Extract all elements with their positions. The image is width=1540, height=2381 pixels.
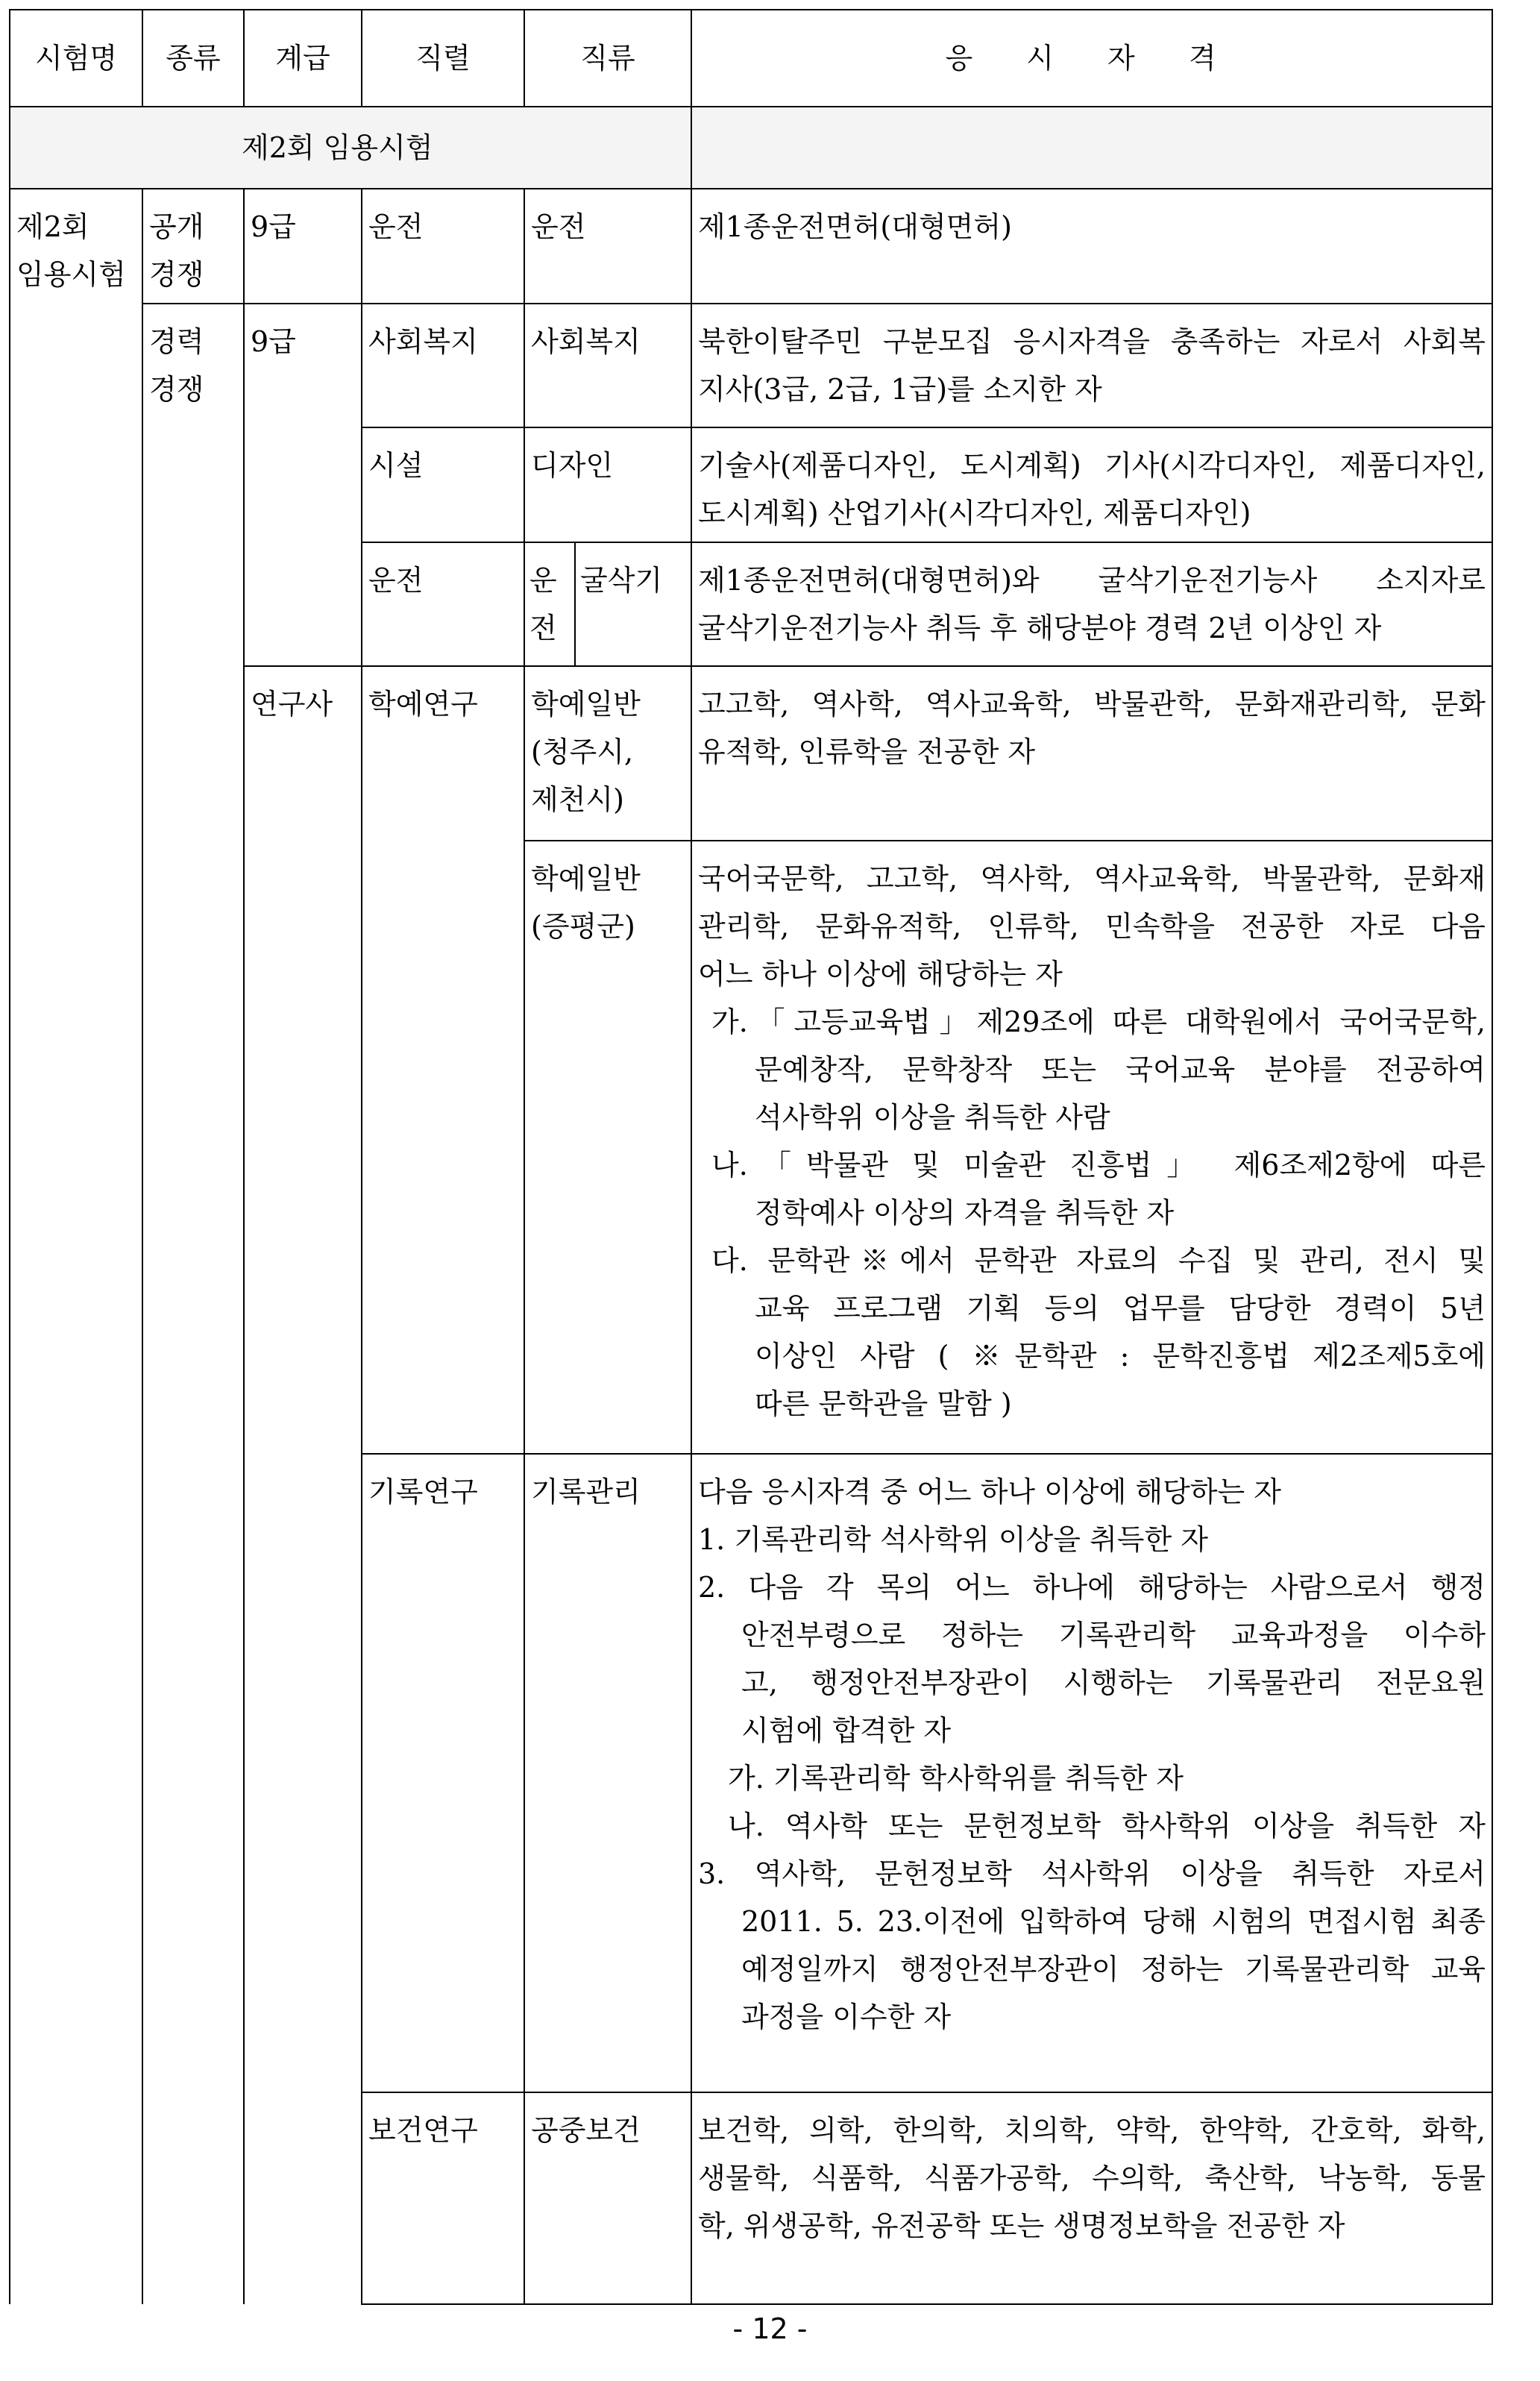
series-cell: 보건연구 bbox=[362, 2092, 524, 2304]
qualification-table bbox=[9, 9, 1493, 2305]
qual-item-2: 안전부령으로 정하는 기록관리학 교육과정을 이수하 bbox=[741, 1619, 1486, 1651]
qual-line: 유적학, 인류학을 전공한 자 bbox=[698, 735, 1036, 768]
qual-item-3: 3. 역사학, 문헌정보학 석사학위 이상을 취득한 자로서 bbox=[698, 1857, 1486, 1890]
qual-item-1: 1. 기록관리학 석사학위 이상을 취득한 자 bbox=[698, 1523, 1208, 1556]
exam-label-cell bbox=[10, 189, 142, 2304]
qual-item-2: 시험에 합격한 자 bbox=[741, 1714, 952, 1747]
section-row bbox=[10, 107, 1492, 189]
qual-line: 제1종운전면허(대형면허)와 굴삭기운전기능사 소지자로 bbox=[698, 564, 1486, 597]
grade-cell bbox=[244, 666, 362, 2304]
header-qualification: 응 시 자 격 bbox=[691, 10, 1492, 107]
grade-9-career: 9급 bbox=[251, 325, 296, 358]
qualification-cell bbox=[691, 1454, 1492, 2092]
qual-line: 생물학, 식품학, 식품가공학, 수의학, 축산학, 낙농학, 동물 bbox=[698, 2162, 1486, 2195]
qual-item-c: 따른 문학관을 말함 ) bbox=[755, 1387, 1012, 1420]
qual-item-2: 2. 다음 각 목의 어느 하나에 해당하는 사람으로서 행정 bbox=[698, 1571, 1486, 1604]
qual-line: 다음 응시자격 중 어느 하나 이상에 해당하는 자 bbox=[698, 1475, 1282, 1508]
grade-cell bbox=[244, 189, 362, 304]
page-number: - 12 - bbox=[732, 2312, 808, 2345]
category-a: 운 전 bbox=[525, 543, 575, 665]
qualification-cell bbox=[691, 427, 1492, 542]
qualification-cell bbox=[691, 841, 1492, 1454]
qual-item-3: 예정일까지 행정안전부장관이 정하는 기록물관리학 교육 bbox=[741, 1953, 1486, 1986]
header-exam-name: 시험명 bbox=[10, 10, 142, 107]
category-cell: 학예일반 (청주시, 제천시) bbox=[524, 666, 691, 841]
qual-item-c: 교육 프로그램 기획 등의 업무를 담당한 경력이 5년 bbox=[755, 1292, 1486, 1325]
qual-line: 어느 하나 이상에 해당하는 자 bbox=[698, 958, 1063, 991]
qualification-cell bbox=[691, 2092, 1492, 2304]
category-cell: 사회복지 bbox=[524, 304, 691, 427]
qual-item-c: 이상인 사람 ( ※문학관 : 문학진흥법 제2조제5호에 bbox=[755, 1340, 1486, 1373]
qualification-cell bbox=[691, 304, 1492, 427]
qualification-cell: 제1종운전면허(대형면허) bbox=[691, 189, 1492, 304]
category-cell bbox=[524, 542, 691, 666]
series-cell: 운전 bbox=[362, 189, 524, 304]
table-row bbox=[10, 189, 1492, 304]
qual-line: 국어국문학, 고고학, 역사학, 역사교육학, 박물관학, 문화재 bbox=[698, 862, 1486, 895]
category-cell: 학예일반 (증평군) bbox=[524, 841, 691, 1454]
split-category bbox=[525, 543, 691, 665]
qualification-cell bbox=[691, 542, 1492, 666]
qual-line: 굴삭기운전기능사 취득 후 해당분야 경력 2년 이상인 자 bbox=[698, 612, 1382, 644]
section-title: 제2회 임용시험 bbox=[10, 107, 691, 189]
qual-item-a: 석사학위 이상을 취득한 사람 bbox=[755, 1101, 1110, 1134]
qual-line: 고고학, 역사학, 역사교육학, 박물관학, 문화재관리학, 문화 bbox=[698, 688, 1486, 721]
career-type-cell bbox=[142, 304, 244, 2304]
series-cell: 시설 bbox=[362, 427, 524, 542]
qual-line: 북한이탈주민 구분모집 응시자격을 충족하는 자로서 사회복 bbox=[698, 325, 1486, 358]
header-category: 직류 bbox=[524, 10, 691, 107]
qual-line: 관리학, 문화유적학, 인류학, 민속학을 전공한 자로 다음 bbox=[698, 910, 1486, 943]
qual-line: 보건학, 의학, 한의학, 치의학, 약학, 한약학, 간호학, 화학, bbox=[698, 2114, 1486, 2147]
qual-item-3: 과정을 이수한 자 bbox=[741, 2001, 952, 2033]
qual-line: 도시계획) 산업기사(시각디자인, 제품디자인) bbox=[698, 497, 1251, 530]
qual-item-b: 정학예사 이상의 자격을 취득한 자 bbox=[755, 1196, 1175, 1229]
qual-line: 기술사(제품디자인, 도시계획) 기사(시각디자인, 제품디자인, bbox=[698, 449, 1486, 482]
qual-item-2b: 나. 역사학 또는 문헌정보학 학사학위 이상을 취득한 자 bbox=[728, 1810, 1486, 1842]
category-cell: 디자인 bbox=[524, 427, 691, 542]
category-cell: 기록관리 bbox=[524, 1454, 691, 2092]
open-type: 공개 경쟁 bbox=[149, 210, 204, 291]
qual-item-2a: 가. 기록관리학 학사학위를 취득한 자 bbox=[728, 1762, 1184, 1795]
qual-item-c: 다. 문학관※에서 문학관 자료의 수집 및 관리, 전시 및 bbox=[711, 1244, 1486, 1277]
career-type: 경력 경쟁 bbox=[149, 325, 204, 406]
series-cell: 기록연구 bbox=[362, 1454, 524, 2092]
table-row bbox=[10, 304, 1492, 427]
open-type-cell bbox=[142, 189, 244, 304]
series-cell: 학예연구 bbox=[362, 666, 524, 1454]
qual-item-2: 고, 행정안전부장관이 시행하는 기록물관리 전문요원 bbox=[741, 1666, 1486, 1699]
grade-researcher: 연구사 bbox=[251, 688, 333, 721]
qual-item-b: 나.「박물관 및 미술관 진흥법」 제6조제2항에 따른 bbox=[711, 1149, 1486, 1182]
header-series: 직렬 bbox=[362, 10, 524, 107]
section-empty-cell bbox=[691, 107, 1492, 189]
series-cell: 사회복지 bbox=[362, 304, 524, 427]
qual-item-3: 2011. 5. 23.이전에 입학하여 당해 시험의 면접시험 최종 bbox=[741, 1905, 1486, 1938]
category-cell: 운전 bbox=[524, 189, 691, 304]
grade-cell bbox=[244, 304, 362, 666]
qualification-cell bbox=[691, 666, 1492, 841]
qual-line: 학, 위생공학, 유전공학 또는 생명정보학을 전공한 자 bbox=[698, 2209, 1345, 2242]
header-type: 종류 bbox=[142, 10, 244, 107]
table-header-row bbox=[10, 10, 1492, 107]
qual-item-a: 가.「고등교육법」제29조에 따른 대학원에서 국어국문학, bbox=[711, 1006, 1486, 1038]
header-grade: 계급 bbox=[244, 10, 362, 107]
category-cell: 공중보건 bbox=[524, 2092, 691, 2304]
qual-item-a: 문예창작, 문학창작 또는 국어교육 분야를 전공하여 bbox=[755, 1053, 1486, 1086]
category-b: 굴삭기 bbox=[580, 564, 663, 597]
exam-label: 제2회 임용시험 bbox=[16, 210, 126, 291]
grade-9-open: 9급 bbox=[251, 210, 296, 243]
series-cell: 운전 bbox=[362, 542, 524, 666]
qual-line: 지사(3급, 2급, 1급)를 소지한 자 bbox=[698, 373, 1102, 406]
